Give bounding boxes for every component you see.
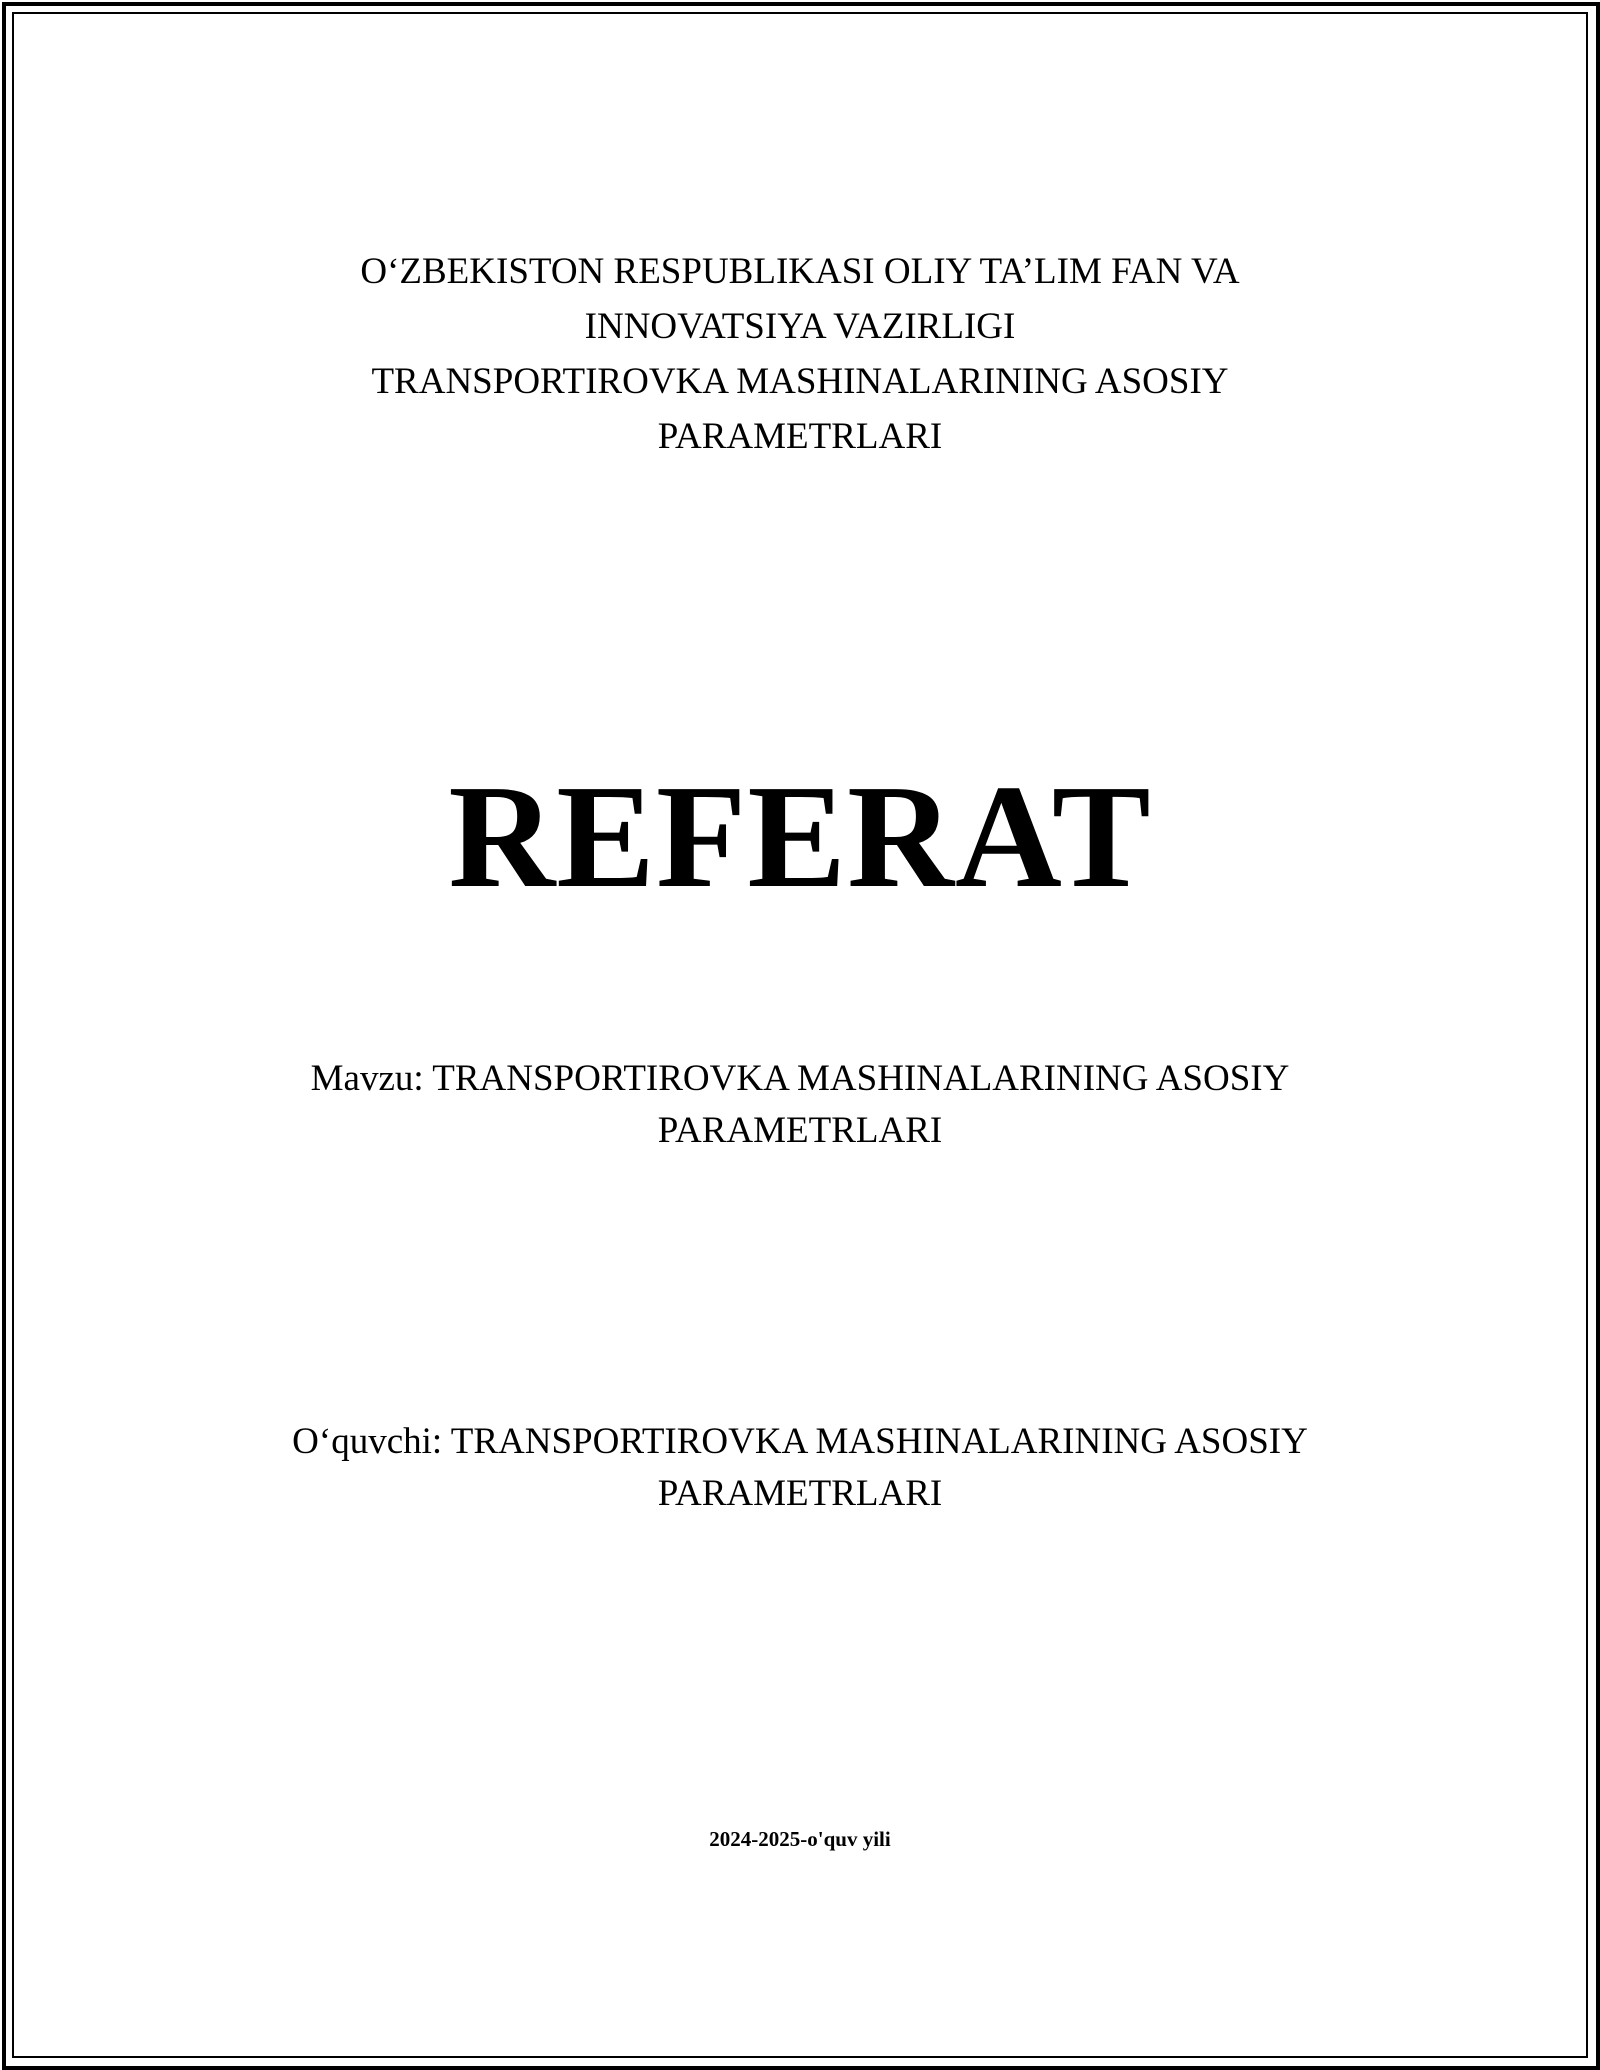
academic-year: 2024-2025-o'quv yili [709, 1827, 891, 1851]
ministry-line-4: PARAMETRLARI [657, 416, 943, 457]
ministry-line-1: O‘ZBEKISTON RESPUBLIKASI OLIY TA’LIM FAN VA [360, 251, 1240, 292]
topic-line-1: Mavzu: TRANSPORTIROVKA MASHINALARINING ASOSIY [310, 1058, 1290, 1099]
ministry-header [0, 244, 1600, 464]
topic-line-2: PARAMETRLARI [657, 1110, 943, 1151]
student-line-2: PARAMETRLARI [657, 1473, 943, 1514]
document-title: REFERAT [448, 755, 1152, 919]
student-section [0, 1416, 1600, 1520]
topic-section [0, 1053, 1600, 1157]
student-line-1: O‘quvchi: TRANSPORTIROVKA MASHINALARINING ASOSIY [292, 1421, 1308, 1462]
ministry-line-3: TRANSPORTIROVKA MASHINALARINING ASOSIY [371, 361, 1229, 402]
ministry-line-2: INNOVATSIYA VAZIRLIGI [584, 306, 1016, 347]
